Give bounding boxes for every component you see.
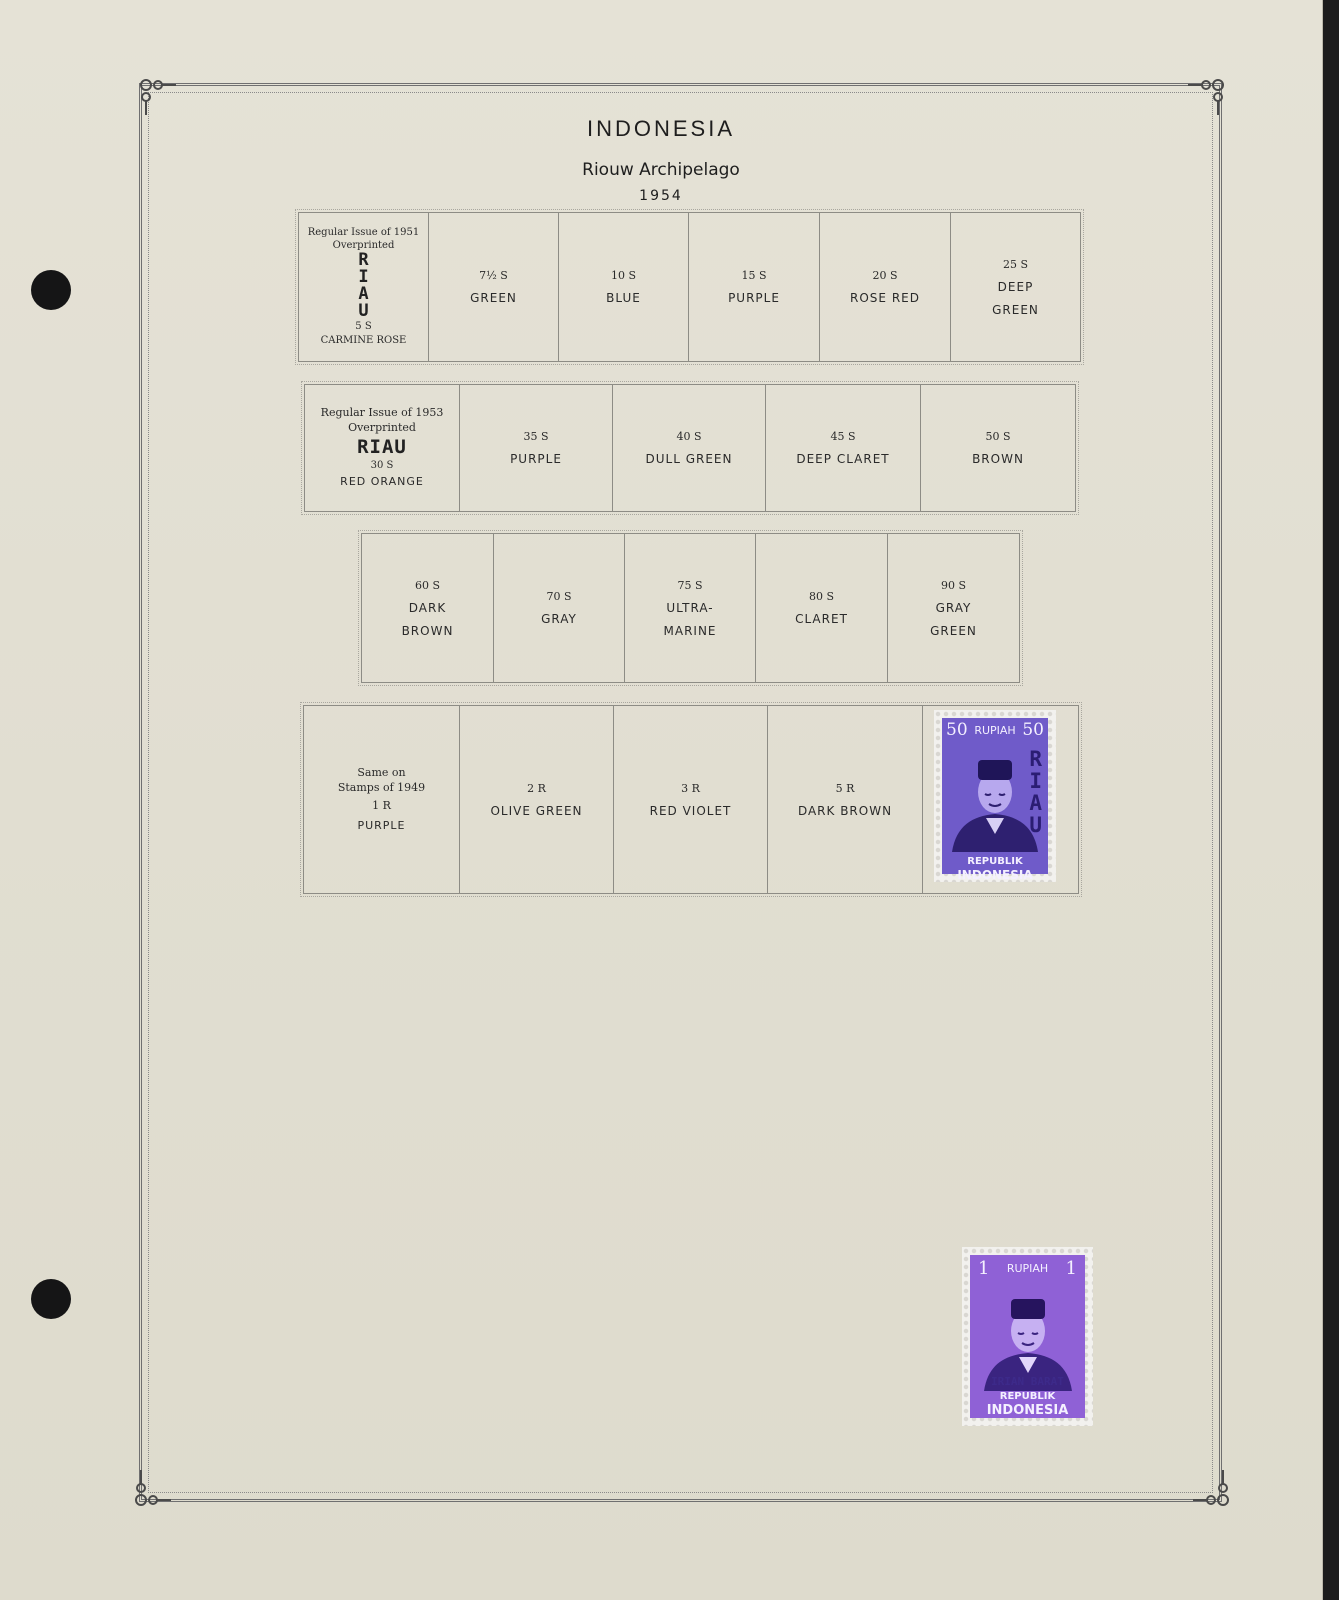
stamp-color: PURPLE bbox=[510, 452, 562, 466]
stamp-denomination: 60 S bbox=[414, 578, 441, 592]
punch-hole-top bbox=[31, 270, 71, 310]
stamp-row-3 bbox=[361, 533, 1020, 683]
stamp-denomination: 15 S bbox=[741, 269, 767, 282]
stamp-value-line bbox=[942, 718, 1048, 742]
stamp-denomination: 3 R bbox=[681, 781, 700, 795]
issue-note: Same on bbox=[357, 765, 406, 779]
stamp-denomination: 7½ S bbox=[479, 269, 508, 282]
stamp-face bbox=[970, 1255, 1085, 1418]
stamp-color: CARMINE ROSE bbox=[320, 335, 407, 346]
stamp-denomination: 75 S bbox=[677, 578, 703, 592]
stamp-value: 50 bbox=[946, 720, 968, 740]
stamp-color: OLIVE GREEN bbox=[490, 803, 583, 818]
punch-hole-bottom bbox=[31, 1279, 71, 1319]
stamp-1-rupiah[interactable] bbox=[962, 1247, 1093, 1426]
stamp-value-line bbox=[970, 1255, 1085, 1281]
stamp-denomination: 40 S bbox=[676, 430, 702, 443]
stamp-color: GREEN bbox=[992, 302, 1039, 317]
stamp-color: BROWN bbox=[401, 623, 454, 638]
corner-ornament-icon bbox=[1188, 75, 1228, 115]
stamp-denomination: 45 S bbox=[830, 430, 856, 443]
overprint bbox=[1029, 748, 1042, 836]
stamp-denomination: 5 R bbox=[835, 781, 855, 795]
issue-note: Overprinted bbox=[332, 240, 395, 251]
stamp-currency: RUPIAH bbox=[974, 723, 1016, 737]
page-subtitle: Riouw Archipelago bbox=[582, 160, 740, 180]
stamp-denomination: 10 S bbox=[610, 269, 637, 282]
issue-info-cell bbox=[304, 706, 459, 893]
stamp-color: PURPLE bbox=[728, 291, 780, 305]
stamp-denomination: 90 S bbox=[940, 578, 967, 592]
stamp-color: GRAY bbox=[541, 612, 577, 626]
stamp-space[interactable] bbox=[459, 706, 613, 893]
stamp-color: GRAY bbox=[935, 600, 972, 615]
stamp-space[interactable] bbox=[613, 706, 767, 893]
stamp-color: ROSE RED bbox=[850, 291, 920, 305]
issue-note: Regular Issue of 1953 bbox=[320, 406, 444, 419]
overprint-letter: R bbox=[358, 250, 369, 270]
issue-year: 1954 bbox=[639, 188, 683, 204]
overprint-letter: A bbox=[358, 284, 369, 304]
stamp-space[interactable] bbox=[428, 213, 558, 361]
stamp-space[interactable] bbox=[767, 706, 922, 893]
stamp-value: 1 bbox=[1065, 1257, 1077, 1279]
stamp-color: ULTRA- bbox=[666, 600, 714, 615]
stamp-color: DEEP bbox=[997, 279, 1034, 294]
stamp-color: GREEN bbox=[470, 291, 517, 305]
stamp-denomination: 5 S bbox=[355, 321, 372, 332]
stamp-currency: RUPIAH bbox=[1006, 1261, 1049, 1275]
stamp-space[interactable] bbox=[765, 385, 920, 511]
stamp-space[interactable] bbox=[558, 213, 688, 361]
overprint-letter: R bbox=[1029, 747, 1042, 771]
stamp-space[interactable] bbox=[920, 385, 1075, 511]
overprint: IRIAN BARAT bbox=[991, 1375, 1064, 1388]
issue-note: Regular Issue of 1951 bbox=[307, 227, 420, 238]
stamp-row-1 bbox=[298, 212, 1081, 362]
page-title: INDONESIA bbox=[586, 116, 736, 141]
stamp-country: INDONESIA bbox=[986, 1403, 1069, 1418]
stamp-denomination: 50 S bbox=[985, 430, 1011, 443]
overprint-letter: I bbox=[1029, 769, 1042, 793]
overprint-letter: U bbox=[358, 301, 369, 321]
stamp-50-rupiah-riau[interactable] bbox=[934, 710, 1056, 882]
stamp-country: INDONESIA bbox=[957, 868, 1033, 882]
stamp-denomination: 35 S bbox=[523, 430, 549, 443]
stamp-space[interactable] bbox=[887, 534, 1019, 682]
overprint-letter: I bbox=[358, 267, 369, 287]
stamp-color: DEEP CLARET bbox=[796, 452, 890, 466]
overprint-letter: U bbox=[1029, 813, 1042, 837]
issue-info-cell bbox=[305, 385, 459, 511]
stamp-space[interactable] bbox=[755, 534, 887, 682]
stamp-color: MARINE bbox=[663, 623, 717, 638]
stamp-color: DARK BROWN bbox=[797, 803, 893, 818]
stamp-color: RED VIOLET bbox=[649, 803, 732, 818]
stamp-space[interactable] bbox=[688, 213, 819, 361]
issue-info-cell bbox=[299, 213, 428, 361]
stamp-denomination: 80 S bbox=[808, 590, 835, 603]
stamp-color: BROWN bbox=[972, 452, 1024, 466]
stamp-space[interactable] bbox=[612, 385, 765, 511]
stamp-color: GREEN bbox=[930, 623, 977, 638]
stamp-space[interactable] bbox=[950, 213, 1080, 361]
stamp-row-2 bbox=[304, 384, 1076, 512]
corner-ornament-icon bbox=[1193, 1470, 1233, 1510]
stamp-color: DARK bbox=[408, 600, 447, 615]
stamp-face bbox=[942, 718, 1048, 882]
stamp-denomination: 1 R bbox=[372, 798, 391, 812]
stamp-value: 50 bbox=[1022, 720, 1044, 740]
stamp-denomination: 70 S bbox=[546, 590, 572, 603]
stamp-space[interactable] bbox=[362, 534, 493, 682]
corner-ornament-icon bbox=[136, 75, 176, 115]
stamp-value: 1 bbox=[978, 1257, 990, 1279]
stamp-space[interactable] bbox=[819, 213, 950, 361]
overprint: RIAU bbox=[357, 436, 407, 458]
stamp-color: DULL GREEN bbox=[645, 452, 733, 466]
stamp-republik: REPUBLIK bbox=[967, 856, 1023, 867]
stamp-denomination: 25 S bbox=[1002, 257, 1029, 271]
stamp-space[interactable] bbox=[624, 534, 755, 682]
stamp-color: RED ORANGE bbox=[340, 475, 424, 488]
stamp-denomination: 20 S bbox=[872, 269, 898, 282]
corner-ornament-icon bbox=[131, 1470, 171, 1510]
stamp-republik: REPUBLIK bbox=[999, 1391, 1056, 1402]
stamp-color: CLARET bbox=[795, 612, 848, 626]
overprint-letter: A bbox=[1029, 791, 1042, 815]
stamp-space[interactable] bbox=[459, 385, 612, 511]
issue-note: Overprinted bbox=[348, 421, 416, 434]
issue-note: Stamps of 1949 bbox=[337, 780, 426, 794]
stamp-color: PURPLE bbox=[357, 818, 406, 832]
stamp-denomination: 30 S bbox=[370, 460, 394, 471]
stamp-denomination: 2 R bbox=[527, 781, 546, 795]
stamp-space[interactable] bbox=[493, 534, 624, 682]
stamp-color: BLUE bbox=[606, 291, 641, 305]
portrait-icon bbox=[952, 742, 1038, 852]
